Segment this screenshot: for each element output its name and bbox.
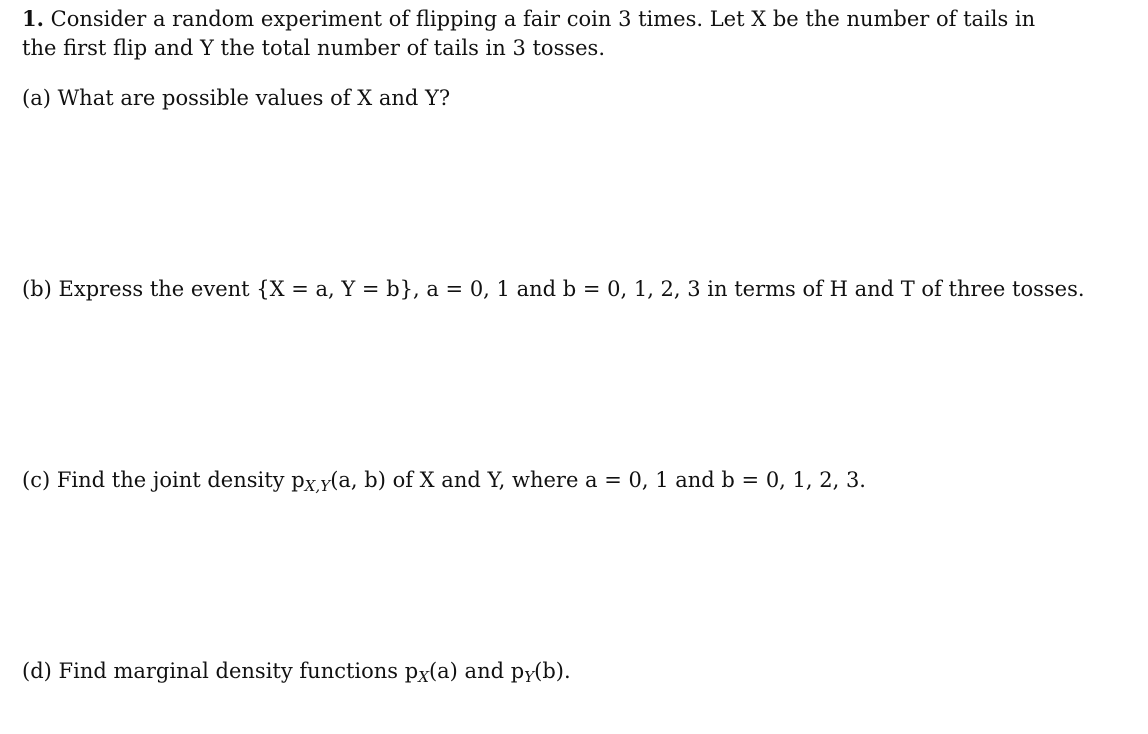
part-a <box>22 88 450 109</box>
problem-statement-text-1: Consider a random experiment of flipping a fair coin 3 times. Let X be the number of tails in <box>50 7 1036 31</box>
part-b-label: (b) <box>22 277 52 301</box>
problem-statement-text-2: the first flip and Y the total number of tails in 3 tosses. <box>22 36 605 60</box>
part-c-text-after: (a, b) of X and Y, where a = 0, 1 and b = 0, 1, 2, 3. <box>330 468 866 492</box>
part-b-text: Express the event {X = a, Y = b}, a = 0, 1 and b = 0, 1, 2, 3 in terms of H and T of three tosses. <box>58 277 1085 301</box>
problem-statement-line-1 <box>22 8 1035 30</box>
part-c-text-before: Find the joint density p <box>56 468 305 492</box>
part-d-text-before: Find marginal density functions p <box>58 659 419 683</box>
problem-number: 1. <box>22 6 44 31</box>
part-c-label: (c) <box>22 468 51 492</box>
part-b <box>22 279 1085 300</box>
part-c <box>22 468 866 495</box>
part-d-subscript-y: Y <box>524 667 535 686</box>
part-d-subscript-x: X <box>418 667 429 686</box>
problem-statement-line-2 <box>22 38 605 59</box>
part-d-text-between: (a) and p <box>428 659 525 683</box>
part-a-label: (a) <box>22 86 51 110</box>
part-c-subscript: X,Y <box>304 476 331 495</box>
part-d-text-after: (b). <box>534 659 571 683</box>
part-a-text: What are possible values of X and Y? <box>57 86 451 110</box>
part-d-label: (d) <box>22 659 52 683</box>
part-d <box>22 659 571 686</box>
